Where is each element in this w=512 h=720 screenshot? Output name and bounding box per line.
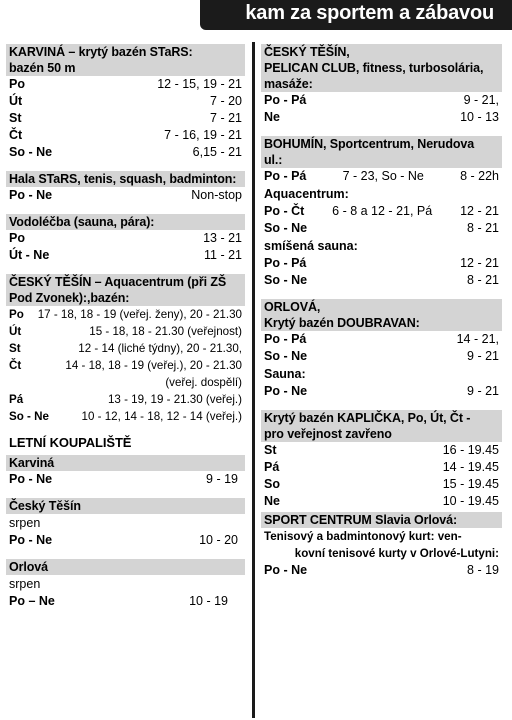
- section-kaplicka: [261, 410, 502, 510]
- schedule-row: [6, 340, 245, 357]
- day-label: Pá: [264, 460, 280, 474]
- subheading: Aquacentrum:: [264, 187, 349, 201]
- heading-line: pro veřejnost zavřeno: [264, 427, 392, 441]
- schedule-row: [6, 93, 245, 110]
- hours-value: 12 - 21: [460, 204, 499, 218]
- section-heading: SPORT CENTRUM Slavia Orlová:: [261, 512, 502, 528]
- heading-line: ČESKÝ TĚŠÍN – Aquacentrum (při ZŠ: [9, 275, 227, 289]
- hours-value: 16 - 19.45: [442, 443, 499, 457]
- day-label: So - Ne: [264, 349, 308, 363]
- day-label: So - Ne: [9, 410, 49, 423]
- section-letni-koupaliste: [6, 435, 245, 451]
- section-heading: Orlová: [6, 559, 245, 575]
- schedule-row: [6, 532, 245, 549]
- schedule-row: [261, 92, 502, 109]
- hours-value: 12 - 21: [460, 256, 499, 270]
- day-label: Po - Ne: [264, 384, 308, 398]
- schedule-row: [6, 144, 245, 161]
- day-label: So: [264, 477, 280, 491]
- section-vodolecba: [6, 214, 245, 264]
- section-letni-orlova: [6, 559, 245, 610]
- hours-value: 7 - 20: [210, 94, 242, 108]
- day-label: Po - Pá: [264, 169, 307, 183]
- hours-value: 9 - 21,: [463, 93, 499, 107]
- day-label: Po - Pá: [264, 256, 307, 270]
- hours-value: 10 - 19.45: [442, 494, 499, 508]
- schedule-row: [6, 247, 245, 264]
- schedule-row: [6, 230, 245, 247]
- heading-line: Krytý bazén KAPLIČKA, Po, Út, Čt -: [264, 411, 471, 425]
- section-slavia: [261, 512, 502, 579]
- schedule-row: [261, 562, 502, 579]
- schedule-row: [261, 203, 502, 220]
- day-label: Po - Pá: [264, 332, 307, 346]
- schedule-row: [6, 408, 245, 425]
- schedule-row: [261, 220, 502, 237]
- hours-value: 10 - 12, 14 - 18, 12 - 14 (veřej.): [81, 410, 242, 423]
- heading-line: PELICAN CLUB, fitness, turbosolária,: [264, 61, 484, 75]
- schedule-row: [261, 383, 502, 400]
- hours-value: 14 - 19.45: [442, 460, 499, 474]
- hours-value: 12 - 15, 19 - 21: [157, 77, 242, 91]
- schedule-row: [6, 374, 245, 391]
- hours-value: 7 - 21: [210, 111, 242, 125]
- day-label: Po: [9, 308, 24, 321]
- section-karvina-stars: [6, 44, 245, 161]
- section-heading: Karviná: [6, 455, 245, 471]
- schedule-row: [261, 476, 502, 493]
- schedule-row: [261, 109, 502, 126]
- day-label: Po - Ne: [264, 563, 308, 577]
- section-heading: [6, 274, 245, 306]
- day-label: So - Ne: [9, 145, 53, 159]
- schedule-row: [6, 323, 245, 340]
- day-label: Út - Ne: [9, 248, 50, 262]
- hours-value: 13 - 21: [203, 231, 242, 245]
- day-label: So - Ne: [264, 221, 308, 235]
- schedule-row: [6, 357, 245, 374]
- section-heading: [6, 44, 245, 76]
- section-heading: Hala STaRS, tenis, squash, badminton:: [6, 171, 245, 187]
- hours-value: 13 - 19, 19 - 21.30 (veřej.): [107, 393, 242, 406]
- heading-line: ul.:: [264, 153, 283, 167]
- schedule-row: [261, 442, 502, 459]
- schedule-row: [261, 272, 502, 289]
- hours-value: 6 - 8 a 12 - 21, Pá: [332, 204, 433, 218]
- hours-value: 7 - 16, 19 - 21: [164, 128, 242, 142]
- schedule-row: [6, 76, 245, 93]
- day-label: Po - Ne: [9, 188, 53, 202]
- month-label: srpen: [9, 516, 41, 530]
- heading-line: BOHUMÍN, Sportcentrum, Nerudova: [264, 137, 475, 151]
- hours-value: 10 - 19: [189, 594, 228, 608]
- hours-value: 17 - 18, 18 - 19 (veřej. ženy), 20 - 21.30: [37, 308, 242, 321]
- day-label: St: [264, 443, 277, 457]
- hours-value: 8 - 21: [467, 273, 499, 287]
- day-label: Po - Čt: [264, 204, 305, 218]
- heading-line: bazén 50 m: [9, 61, 76, 75]
- section-heading: Český Těšín: [6, 498, 245, 514]
- schedule-row: [261, 493, 502, 510]
- heading-line: masáže:: [264, 77, 313, 91]
- section-orlova-doubravan: [261, 299, 502, 400]
- day-label: Po - Pá: [264, 93, 307, 107]
- section-heading: [261, 136, 502, 168]
- schedule-row: [261, 348, 502, 365]
- column-divider: [252, 42, 255, 718]
- section-pelican: [261, 44, 502, 126]
- day-label: So - Ne: [264, 273, 308, 287]
- day-label: Út: [9, 94, 23, 108]
- hours-value: 8 - 19: [467, 563, 499, 577]
- day-label: Ne: [264, 494, 280, 508]
- section-hala-stars: [6, 171, 245, 204]
- schedule-row: [6, 127, 245, 144]
- section-letni-tesin: [6, 498, 245, 549]
- hours-value: Non-stop: [191, 188, 242, 202]
- section-heading: [261, 44, 502, 92]
- section-bohumin: [261, 136, 502, 289]
- section-aquacentrum: [6, 274, 245, 425]
- day-label: Čt: [9, 359, 22, 372]
- day-label: St: [9, 111, 22, 125]
- hours-value: 14 - 21,: [456, 332, 499, 346]
- schedule-row: [6, 187, 245, 204]
- hours-value: 9 - 21: [467, 349, 499, 363]
- hours-value: 8 - 21: [467, 221, 499, 235]
- description-line: Tenisový a badmintonový kurt: ven-: [264, 530, 462, 543]
- schedule-row: [261, 168, 502, 185]
- banner: [0, 0, 512, 30]
- schedule-row: [261, 331, 502, 348]
- hours-value: 10 - 20: [199, 533, 238, 547]
- hours-value: 9 - 21: [467, 384, 499, 398]
- schedule-row: [6, 110, 245, 127]
- day-label: St: [9, 342, 21, 355]
- heading-line: Pod Zvonek):,bazén:: [9, 291, 130, 305]
- hours-value: 12 - 14 (liché týdny), 20 - 21.30,: [78, 342, 242, 355]
- schedule-row: [6, 593, 245, 610]
- section-heading: [261, 299, 502, 331]
- schedule-row: [6, 391, 245, 408]
- month-label: srpen: [9, 577, 41, 591]
- day-label: Čt: [9, 128, 23, 142]
- banner-title: kam za sportem a zábavou: [245, 2, 494, 24]
- day-label: Pá: [9, 393, 24, 406]
- day-label: Ne: [264, 110, 280, 124]
- day-label: Út: [9, 325, 22, 338]
- hours-value: 10 - 13: [460, 110, 499, 124]
- hours-value: (veřej. dospělí): [165, 376, 242, 389]
- hours-value: 6,15 - 21: [192, 145, 242, 159]
- day-label: Po - Ne: [9, 472, 53, 486]
- section-letni-karvina: [6, 455, 245, 488]
- day-label: Po: [9, 231, 25, 245]
- schedule-row: [6, 306, 245, 323]
- schedule-row: [261, 459, 502, 476]
- schedule-row: [261, 255, 502, 272]
- hours-value: 15 - 19.45: [442, 477, 499, 491]
- day-label: Po - Ne: [9, 533, 53, 547]
- hours-value: 15 - 18, 18 - 21.30 (veřejnost): [89, 325, 242, 338]
- heading-line: ORLOVÁ,: [264, 300, 321, 314]
- hours-value: 8 - 22h: [460, 169, 499, 183]
- schedule-row: [6, 471, 245, 488]
- left-column: [6, 44, 245, 620]
- hours-value: 7 - 23, So - Ne: [342, 169, 424, 183]
- section-title: LETNÍ KOUPALIŠTĚ: [9, 435, 132, 450]
- subheading: smíšená sauna:: [264, 239, 358, 253]
- heading-line: Krytý bazén DOUBRAVAN:: [264, 316, 420, 330]
- section-heading: Vodoléčba (sauna, pára):: [6, 214, 245, 230]
- day-label: Po: [9, 77, 25, 91]
- right-column: [261, 44, 502, 589]
- heading-line: ČESKÝ TĚŠÍN,: [264, 45, 350, 59]
- description-line: kovní tenisové kurty v Orlové-Lutyni:: [294, 547, 499, 560]
- hours-value: 9 - 19: [206, 472, 238, 486]
- day-label: Po – Ne: [9, 594, 55, 608]
- hours-value: 11 - 21: [204, 248, 242, 262]
- section-heading: [261, 410, 502, 442]
- hours-value: 14 - 18, 18 - 19 (veřej.), 20 - 21.30: [65, 359, 242, 372]
- heading-line: KARVINÁ – krytý bazén STaRS:: [9, 45, 193, 59]
- subheading: Sauna:: [264, 367, 306, 381]
